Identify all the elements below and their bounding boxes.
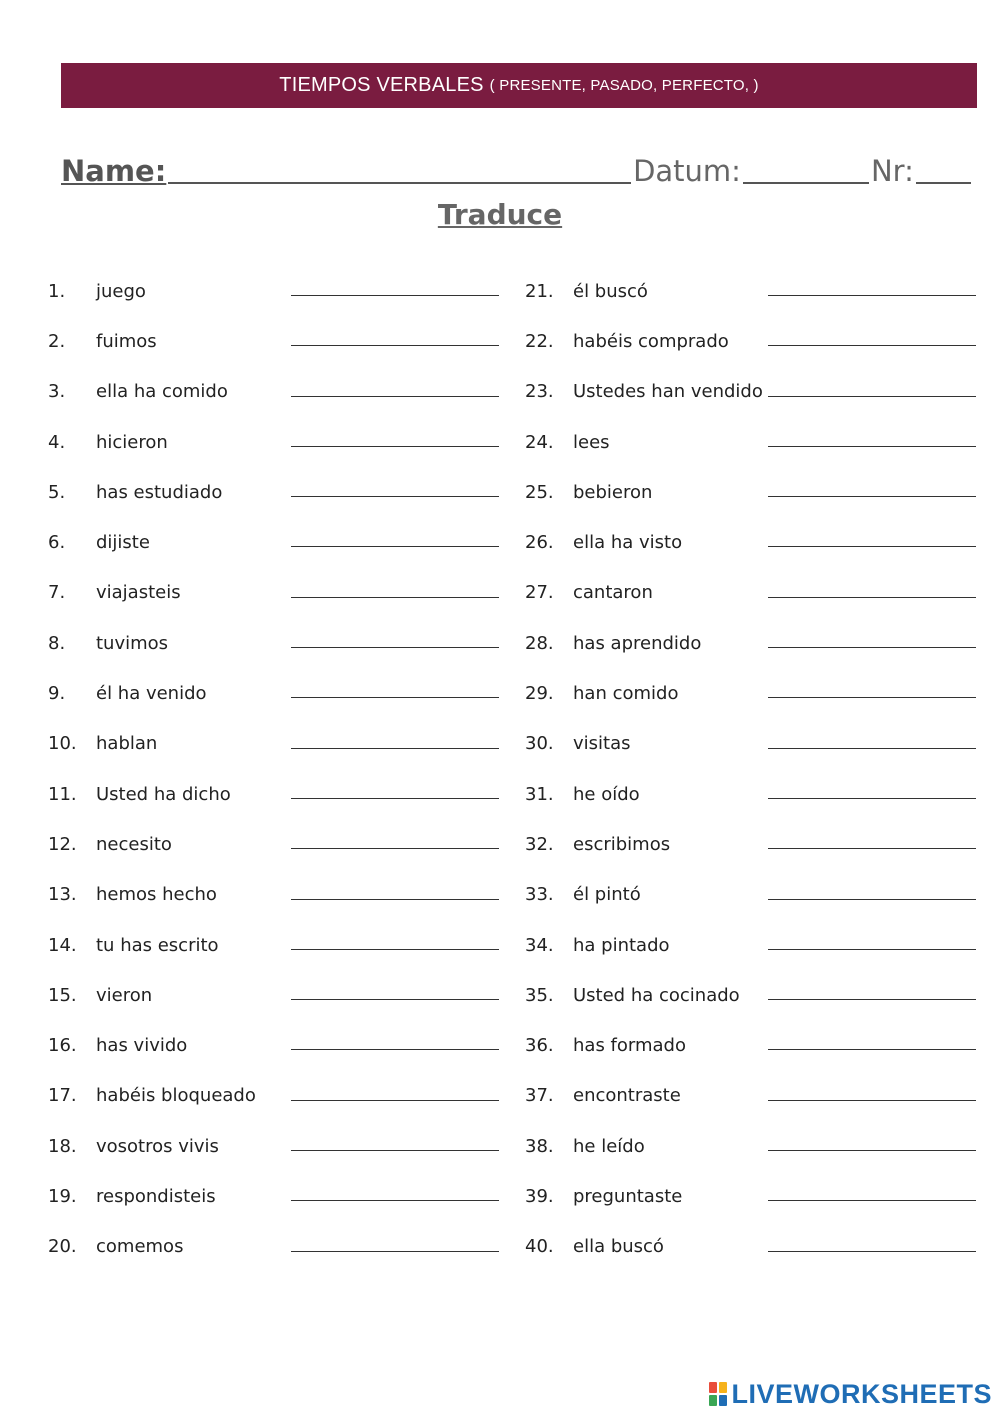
exercise-number: 6. <box>48 532 66 554</box>
exercise-row <box>48 367 508 417</box>
exercise-number: 2. <box>48 330 66 352</box>
exercise-row <box>525 1020 985 1070</box>
exercise-word: Ustedes han vendido <box>573 381 763 403</box>
exercise-number: 22. <box>525 330 554 352</box>
exercise-row <box>525 467 985 517</box>
answer-input[interactable] <box>291 949 499 950</box>
nr-field[interactable] <box>916 152 971 184</box>
exercise-number: 16. <box>48 1035 77 1057</box>
exercise-row <box>48 417 508 467</box>
exercise-row <box>525 920 985 970</box>
exercise-number: 38. <box>525 1135 554 1157</box>
exercise-word: él ha venido <box>96 683 207 705</box>
answer-input[interactable] <box>768 597 976 598</box>
exercise-number: 10. <box>48 733 77 755</box>
exercise-number: 3. <box>48 381 66 403</box>
exercise-row <box>525 266 985 316</box>
answer-input[interactable] <box>768 446 976 447</box>
exercise-number: 17. <box>48 1085 77 1107</box>
left-column <box>48 266 508 1272</box>
exercise-number: 13. <box>48 884 77 906</box>
exercise-row <box>525 367 985 417</box>
exercise-number: 37. <box>525 1085 554 1107</box>
answer-input[interactable] <box>291 396 499 397</box>
exercise-number: 19. <box>48 1185 77 1207</box>
exercise-row <box>525 1171 985 1221</box>
banner-title: TIEMPOS VERBALES <box>279 74 484 96</box>
liveworksheets-logo <box>709 1379 992 1409</box>
exercise-row <box>48 719 508 769</box>
exercise-number: 8. <box>48 632 66 654</box>
exercise-number: 32. <box>525 833 554 855</box>
exercise-number: 9. <box>48 683 66 705</box>
answer-input[interactable] <box>291 597 499 598</box>
exercise-number: 34. <box>525 934 554 956</box>
exercise-row <box>48 870 508 920</box>
answer-input[interactable] <box>768 647 976 648</box>
exercise-word: juego <box>96 280 146 302</box>
exercise-number: 33. <box>525 884 554 906</box>
exercise-word: vieron <box>96 984 153 1006</box>
answer-input[interactable] <box>291 1150 499 1151</box>
logo-blocks-icon <box>709 1382 727 1406</box>
exercise-word: él pintó <box>573 884 641 906</box>
answer-input[interactable] <box>768 1150 976 1151</box>
exercise-row <box>525 618 985 668</box>
exercise-row <box>525 870 985 920</box>
answer-input[interactable] <box>768 1200 976 1201</box>
answer-input[interactable] <box>291 1200 499 1201</box>
exercise-number: 23. <box>525 381 554 403</box>
exercise-number: 29. <box>525 683 554 705</box>
exercise-number: 30. <box>525 733 554 755</box>
nr-label: Nr: <box>870 154 914 188</box>
exercise-word: lees <box>573 431 610 453</box>
answer-input[interactable] <box>291 1100 499 1101</box>
exercise-row <box>48 920 508 970</box>
exercise-word: tuvimos <box>96 632 169 654</box>
exercise-number: 7. <box>48 582 66 604</box>
answer-input[interactable] <box>768 748 976 749</box>
exercise-number: 12. <box>48 833 77 855</box>
date-field[interactable] <box>743 152 869 184</box>
answer-input[interactable] <box>768 697 976 698</box>
exercise-word: vosotros vivis <box>96 1135 219 1157</box>
exercise-word: comemos <box>96 1236 184 1258</box>
exercise-word: visitas <box>573 733 631 755</box>
answer-input[interactable] <box>291 1251 499 1252</box>
exercise-number: 5. <box>48 481 66 503</box>
exercise-number: 24. <box>525 431 554 453</box>
answer-input[interactable] <box>768 496 976 497</box>
exercise-number: 21. <box>525 280 554 302</box>
exercise-row <box>48 316 508 366</box>
exercise-row <box>525 769 985 819</box>
exercise-word: has aprendido <box>573 632 702 654</box>
exercise-word: cantaron <box>573 582 653 604</box>
exercise-word: has estudiado <box>96 481 223 503</box>
exercise-number: 31. <box>525 783 554 805</box>
exercise-row <box>48 1121 508 1171</box>
exercise-row <box>525 417 985 467</box>
exercise-word: has vivido <box>96 1035 188 1057</box>
exercise-row <box>48 1071 508 1121</box>
exercise-row <box>525 668 985 718</box>
page-title: Traduce <box>437 198 563 231</box>
answer-input[interactable] <box>291 446 499 447</box>
exercise-word: respondisteis <box>96 1185 216 1207</box>
answer-input[interactable] <box>291 647 499 648</box>
exercise-number: 11. <box>48 783 77 805</box>
exercise-number: 20. <box>48 1236 77 1258</box>
answer-input[interactable] <box>291 1049 499 1050</box>
answer-input[interactable] <box>768 949 976 950</box>
answer-input[interactable] <box>291 295 499 296</box>
exercise-word: encontraste <box>573 1085 681 1107</box>
exercise-row <box>525 719 985 769</box>
answer-input[interactable] <box>291 798 499 799</box>
exercise-number: 39. <box>525 1185 554 1207</box>
exercise-row <box>525 517 985 567</box>
name-field[interactable] <box>168 152 631 184</box>
exercise-number: 36. <box>525 1035 554 1057</box>
exercise-word: ella ha comido <box>96 381 228 403</box>
right-column <box>525 266 985 1272</box>
exercise-number: 18. <box>48 1135 77 1157</box>
name-label: Name: <box>61 154 167 188</box>
exercise-word: ella buscó <box>573 1236 664 1258</box>
answer-input[interactable] <box>768 1100 976 1101</box>
exercise-word: he oído <box>573 783 640 805</box>
exercise-number: 40. <box>525 1236 554 1258</box>
answer-input[interactable] <box>768 899 976 900</box>
exercise-row <box>48 769 508 819</box>
exercise-row <box>48 266 508 316</box>
exercise-word: preguntaste <box>573 1185 683 1207</box>
answer-input[interactable] <box>768 798 976 799</box>
exercise-row <box>48 517 508 567</box>
answer-input[interactable] <box>291 496 499 497</box>
exercise-word: escribimos <box>573 833 671 855</box>
worksheet-banner <box>61 63 977 108</box>
exercise-number: 28. <box>525 632 554 654</box>
answer-input[interactable] <box>291 999 499 1000</box>
exercise-word: hemos hecho <box>96 884 217 906</box>
answer-input[interactable] <box>291 748 499 749</box>
exercise-row <box>525 819 985 869</box>
exercise-row <box>48 668 508 718</box>
answer-input[interactable] <box>768 396 976 397</box>
exercise-row <box>48 1020 508 1070</box>
answer-input[interactable] <box>768 1251 976 1252</box>
exercise-number: 27. <box>525 582 554 604</box>
exercise-number: 4. <box>48 431 66 453</box>
exercise-row <box>48 618 508 668</box>
exercise-word: habéis bloqueado <box>96 1085 256 1107</box>
exercise-row <box>48 819 508 869</box>
exercise-row <box>525 1071 985 1121</box>
exercise-word: hablan <box>96 733 158 755</box>
answer-input[interactable] <box>768 1049 976 1050</box>
exercise-word: hicieron <box>96 431 168 453</box>
exercise-row <box>525 1121 985 1171</box>
exercise-word: han comido <box>573 683 679 705</box>
exercise-row <box>48 568 508 618</box>
answer-input[interactable] <box>768 345 976 346</box>
exercise-word: viajasteis <box>96 582 181 604</box>
answer-input[interactable] <box>291 899 499 900</box>
exercise-word: ha pintado <box>573 934 670 956</box>
exercise-number: 14. <box>48 934 77 956</box>
exercise-row <box>525 1222 985 1272</box>
exercise-row <box>48 467 508 517</box>
exercise-row <box>525 970 985 1020</box>
answer-input[interactable] <box>768 848 976 849</box>
exercise-number: 25. <box>525 481 554 503</box>
exercise-row <box>48 1222 508 1272</box>
exercise-word: necesito <box>96 833 172 855</box>
answer-input[interactable] <box>768 546 976 547</box>
exercise-number: 1. <box>48 280 66 302</box>
answer-input[interactable] <box>291 697 499 698</box>
exercise-row <box>48 970 508 1020</box>
answer-input[interactable] <box>291 345 499 346</box>
answer-input[interactable] <box>291 546 499 547</box>
exercise-word: he leído <box>573 1135 645 1157</box>
exercise-word: tu has escrito <box>96 934 219 956</box>
exercise-word: bebieron <box>573 481 653 503</box>
exercise-word: ella ha visto <box>573 532 683 554</box>
exercise-number: 35. <box>525 984 554 1006</box>
exercise-word: has formado <box>573 1035 686 1057</box>
exercise-word: fuimos <box>96 330 157 352</box>
logo-text: LIVEWORKSHEETS <box>731 1378 992 1409</box>
banner-subtitle: ( PRESENTE, PASADO, PERFECTO, ) <box>489 77 759 94</box>
exercise-word: habéis comprado <box>573 330 729 352</box>
answer-input[interactable] <box>768 295 976 296</box>
exercise-row <box>525 316 985 366</box>
exercise-word: Usted ha dicho <box>96 783 231 805</box>
exercise-row <box>525 568 985 618</box>
date-label: Datum: <box>633 154 741 188</box>
answer-input[interactable] <box>768 999 976 1000</box>
exercise-word: dijiste <box>96 532 150 554</box>
exercise-number: 26. <box>525 532 554 554</box>
exercise-word: Usted ha cocinado <box>573 984 740 1006</box>
exercise-word: él buscó <box>573 280 648 302</box>
exercise-row <box>48 1171 508 1221</box>
exercise-number: 15. <box>48 984 77 1006</box>
answer-input[interactable] <box>291 848 499 849</box>
student-info-line <box>61 138 973 188</box>
